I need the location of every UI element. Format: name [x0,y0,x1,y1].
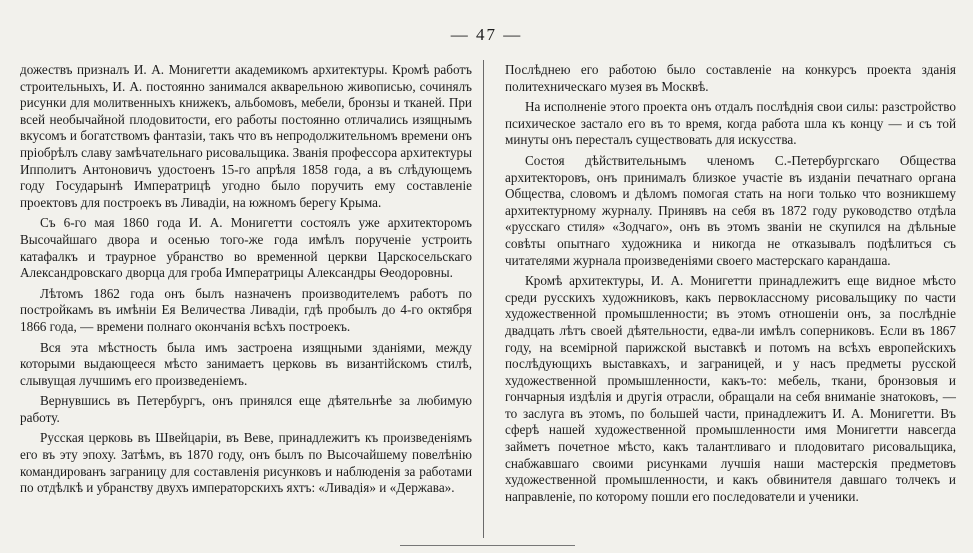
paragraph: Послѣднею его работою было составленіе на конкурсъ проекта зданія политехническаго музея въ Москвѣ. [505,62,956,94]
paragraph: Кромѣ архитектуры, И. А. Монигетти принадлежитъ еще видное мѣсто среди русскихъ художниковъ, какъ первоклассному рисовальщику по части художественной промышленности; въ этомъ отношеніи онъ, за послѣдніе двадцать лѣтъ своей дѣятельности, едва-ли имѣлъ соперниковъ. Если въ 1867 году, на всемірной парижской выставкѣ и потомъ на всѣхъ европейскихъ послѣдующихъ выставкахъ, и заграницей, и у насъ предметы русской художественной промышленности, какъ-то: мебель, ткани, бронзовыя и гончарныя издѣлія и другія отрасли, обращали на себя вниманіе знатоковъ, — то заслуга въ этомъ, по большей части, принадлежитъ И. А. Монигетти. Въ сферѣ нашей художественной промышленности имя Монигетти навсегда займетъ почетное мѣсто, какъ талантливаго и плодовитаго рисовальщика, снабжавшаго своими рисунками лучшія наши мастерскія предметовъ художественной промышленности, и какъ обвинителя давшаго толчекъ и направленіе, по которому пошли его последователи и ученики. [505,273,956,504]
bottom-rule [400,545,575,546]
paragraph: Вся эта мѣстность была имъ застроена изящными зданіями, между которыми выдающееся мѣсто занимаетъ церковь въ византійскомъ стилѣ, слывущая лучшимъ его произведеніемъ. [20,339,472,388]
paragraph: Состоя дѣйствительнымъ членомъ С.-Петербургскаго Общества архитекторовъ, онъ принималъ близкое участіе въ изданіи печатнаго органа Общества, словомъ и дѣломъ помогая стать на ноги только что возникшему архитектурному журналу. Принявъ на себя въ 1872 году руководство отдѣла «русскаго стиля» «Зодчаго», онъ въ этомъ званіи не скупился на дѣльные совѣты опытнаго художника и никогда не отказывалъ подѣлиться съ читателями журнала произведеніями своего мастерскаго карандаша. [505,152,956,268]
paragraph: Лѣтомъ 1862 года онъ былъ назначенъ производителемъ работъ по постройкамъ въ имѣніи Ея Величества Ливадіи, гдѣ пробылъ до 4-го октября 1866 года, — времени полнаго окончанія всѣхъ построекъ. [20,285,472,334]
paragraph: Съ 6-го мая 1860 года И. А. Монигетти состоялъ уже архитекторомъ Высочайшаго двора и осенью того-же года имѣлъ порученіе устроить катафалкъ и траурное убранство во временной церкви Царскосельскаго Александровскаго дворца для гроба Императрицы Александры Ѳеодоровны. [20,215,472,281]
paragraph: На исполненіе этого проекта онъ отдалъ послѣднія свои силы: разстройство психическое застало его въ то время, когда работа шла къ концу — и съ той минуты онъ пересталъ существовать для искусства. [505,99,956,148]
left-column [20,62,472,501]
right-column [505,62,956,509]
paragraph: Русская церковь въ Швейцаріи, въ Веве, принадлежитъ къ произведеніямъ его въ эту эпоху. Затѣмъ, въ 1870 году, онъ былъ по Высочайшему повелѣнію командированъ заграницу для составленія рисунковъ и наблюденія за работами по отдѣлкѣ и убранству двухъ императорскихъ яхтъ: «Ливадія» и «Держава». [20,430,472,496]
page-number: — 47 — [450,25,523,44]
paragraph: дожествъ призналъ И. А. Монигетти академикомъ архитектуры. Кромѣ работъ строительныхъ, И. А. постоянно занимался акварельною живописью, сочинялъ рисунки для молитвенныхъ книжекъ, альбомовъ, мебели, бронзы и тканей. При всей необычайной плодовитости, его работы постоянно отличались изящнымъ вкусомъ и богатствомъ фантазіи, такъ что въ непродолжительномъ времени онъ пріобрѣлъ славу замѣчательнаго рисовальщика. Званія профессора архитектуры Ипполитъ Антоновичъ удостоенъ 15-го апрѣля 1858 года, а въ слѣдующемъ году Государынѣ Императрицѣ угодно было поручить ему составленіе проектовъ для построекъ въ Ливадіи, на южномъ берегу Крыма. [20,62,472,210]
paragraph: Вернувшись въ Петербургъ, онъ принялся еще дѣятельнѣе за любимую работу. [20,393,472,425]
column-divider [483,60,484,538]
